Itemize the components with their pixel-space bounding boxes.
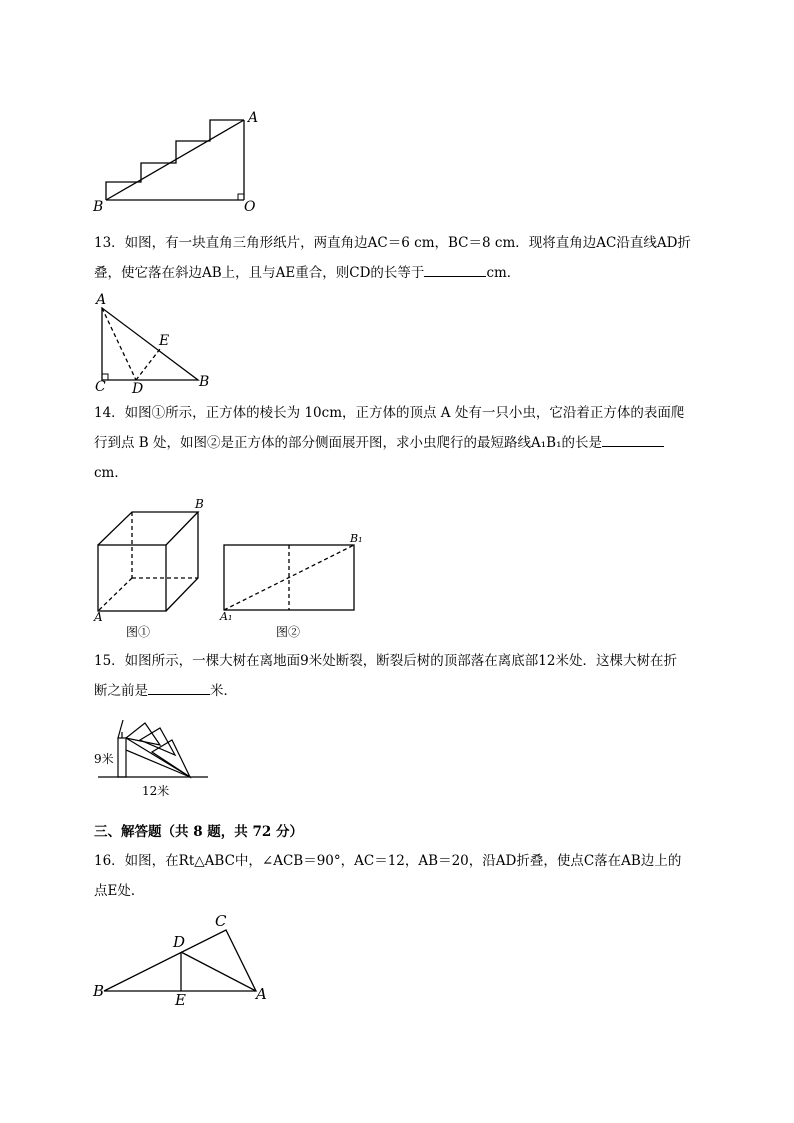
label-C: C (215, 912, 227, 930)
label-A1: A₁ (220, 610, 233, 623)
q13-line2: 叠，使它落在斜边AB上，且与AE重合，则CD的长等于 cm． (94, 258, 704, 288)
label-B: B (93, 199, 104, 215)
label-D: D (132, 381, 144, 397)
q14-line1: 14．如图①所示，正方体的棱长为 10cm，正方体的顶点 A 处有一只小虫，它沿着正方体的表面爬 (94, 405, 685, 421)
label-E: E (175, 991, 186, 1009)
label-E: E (159, 333, 170, 349)
label-D: D (173, 933, 186, 951)
section-heading: 三、解答题（共 8 题，共 72 分） (94, 824, 303, 840)
caption-fig1: 图① (126, 625, 151, 639)
label-A: A (256, 985, 267, 1003)
q14-line2: 行到点 B 处，如图②是正方体的部分侧面展开图，求小虫爬行的最短路线A₁B₁的长是 (94, 428, 704, 458)
q14-line3: cm． (94, 465, 128, 481)
label-O: O (244, 199, 256, 215)
q16-line1: 16．如图，在Rt△ABC中，∠ACB＝90°，AC＝12，AB＝20，沿AD折叠，使点C落在AB边上的 (94, 853, 682, 869)
q16-line2: 点E处． (94, 883, 145, 899)
caption-fig2: 图② (276, 625, 301, 639)
q13-line1: 13．如图，有一块直角三角形纸片，两直角边AC＝6 cm，BC＝8 cm．现将直角边AC沿直线AD折 (94, 235, 691, 251)
label-A: A (248, 110, 259, 126)
label-B: B (195, 497, 204, 511)
label-B: B (199, 374, 210, 390)
label-A: A (94, 610, 103, 624)
label-height: 9米 (94, 752, 114, 766)
label-A: A (96, 292, 107, 308)
q15-line2: 断之前是 米． (94, 676, 704, 706)
q15-line1: 15．如图所示，一棵大树在离地面9米处断裂，断裂后树的顶部落在离底部12米处．这棵大树在折 (94, 653, 677, 669)
label-B1: B₁ (350, 532, 363, 545)
label-B: B (93, 982, 105, 1000)
label-C: C (95, 379, 106, 395)
label-base: 12米 (142, 784, 170, 798)
